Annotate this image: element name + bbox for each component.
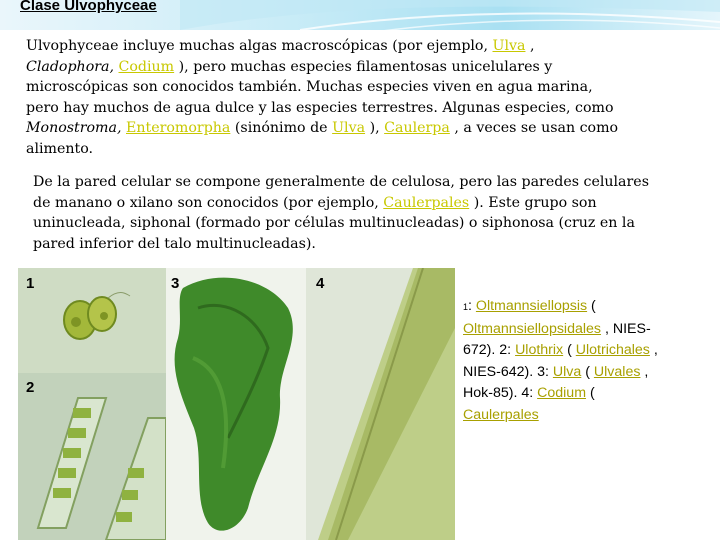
photo-label-4: 4	[316, 275, 325, 292]
link-caulerpa[interactable]: Caulerpa	[384, 120, 450, 137]
link-caulerpales[interactable]: Caulerpales	[383, 194, 470, 211]
photo-caption: 1: Oltmannsiellopsis ( Oltmannsiellopsidales , NIES-672). 2: Ulothrix ( Ulotrichales , NIES-642). 3: Ulva ( Ulvales , Hok-85). 4: Codium ( Caulerpales	[463, 298, 658, 423]
page-title: Clase Ulvophyceae	[20, 0, 157, 14]
photo-label-3: 3	[171, 275, 180, 292]
photo-label-2: 2	[26, 379, 35, 396]
link-oltmannsiellopsis[interactable]: Oltmannsiellopsis	[475, 298, 588, 314]
link-codium-caption[interactable]: Codium	[537, 385, 587, 401]
cladophora-text: Cladophora,	[26, 58, 114, 75]
photo-label-1: 1	[26, 275, 35, 292]
link-ulothrix[interactable]: Ulothrix	[515, 342, 564, 358]
link-caulerpales-caption[interactable]: Caulerpales	[463, 406, 539, 423]
link-ulotrichales[interactable]: Ulotrichales	[575, 342, 650, 358]
algae-photo-art	[18, 268, 455, 540]
link-codium[interactable]: Codium	[118, 58, 175, 75]
algae-photo-collage	[18, 268, 455, 540]
link-ulva-caption[interactable]: Ulva	[552, 363, 582, 380]
link-oltmannsiellopsidales[interactable]: Oltmannsiellopsidales	[463, 320, 602, 337]
link-ulva-synonym[interactable]: Ulva	[332, 120, 366, 137]
link-ulva[interactable]: Ulva	[492, 38, 526, 54]
link-enteromorpha[interactable]: Enteromorpha	[126, 120, 231, 137]
link-ulvales[interactable]: Ulvales	[593, 363, 641, 380]
paragraph-intro: Ulvophyceae incluye muchas algas macroscópicas (por ejemplo, Ulva , Cladophora, Codium ), pero muchas especies filamentosas unicelulares y microscópicas son conocidos también. Muchas especies viven en agua marina, pero hay muchos de agua dulce y las especies terrestres. Algunas especies, como Monostroma, Enteromorpha (sinónimo de Ulva ), Caulerpa , a veces se usan como alimento.	[26, 38, 619, 157]
paragraph-cell-wall: De la pared celular se compone generalmente de celulosa, pero las paredes celulares de manano o xilano son conocidos (por ejemplo, Caulerpales ). Este grupo son uninucleada, siphonal (formado por células multinucleadas) o siphonosa (cruz en la pared inferior del talo multinucleadas).	[33, 174, 649, 252]
monostroma-text: Monostroma,	[26, 120, 122, 137]
